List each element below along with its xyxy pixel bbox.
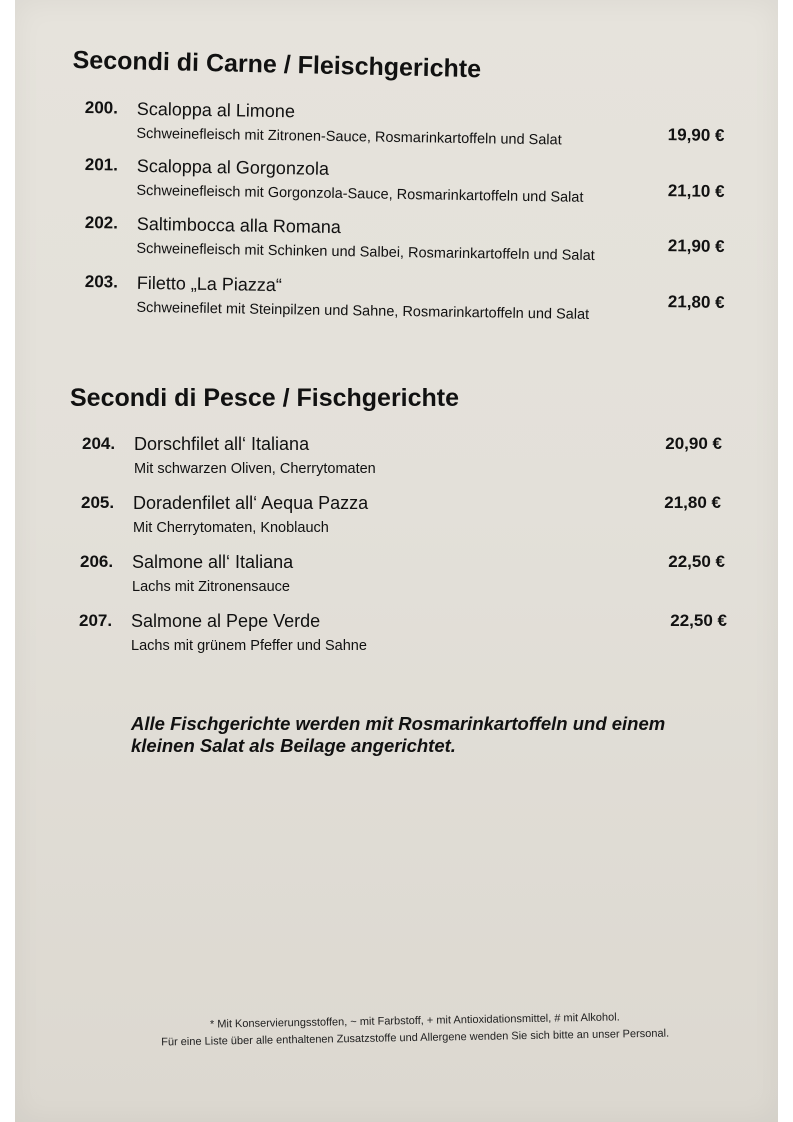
dish-name: Doradenfilet all‘ Aequa Pazza: [133, 493, 369, 513]
fish-side-dish-note: Alle Fischgerichte werden mit Rosmarinkartoffeln und einem kleinen Salat als Beilage angerichtet.: [131, 712, 666, 756]
dish-price: 21,80 €: [664, 493, 721, 512]
dish-item: [82, 434, 722, 484]
dish-name: Salmone al Pepe Verde: [131, 611, 321, 631]
dish-description: Lachs mit Zitronensauce: [132, 579, 290, 595]
dish-price: 21,10 €: [667, 181, 725, 202]
dish-number: 201.: [84, 155, 119, 175]
allergen-notice: Für eine Liste über alle enthaltenen Zusatzstoffe und Allergene wenden Sie sich bitte an unser Personal.: [161, 1027, 670, 1049]
dish-number: 200.: [84, 98, 119, 118]
dish-number: 207.: [79, 611, 113, 630]
menu-page: [15, 0, 778, 1122]
dish-name: Salmone all‘ Italiana: [132, 552, 294, 572]
section-title-carne: Secondi di Carne / Fleischgerichte: [72, 46, 482, 84]
dish-price: 21,80 €: [667, 292, 725, 313]
dish-number: 206.: [80, 552, 114, 571]
dish-number: 204.: [82, 434, 116, 453]
dish-price: 19,90 €: [667, 125, 725, 146]
section-title-pesce: Secondi di Pesce / Fischgerichte: [70, 384, 460, 412]
dish-number: 205.: [81, 493, 115, 512]
dish-name: Dorschfilet all‘ Italiana: [134, 434, 310, 454]
dish-description: Schweinefilet mit Steinpilzen und Sahne, Rosmarinkartoffeln und Salat: [136, 299, 590, 323]
dish-number: 202.: [84, 213, 119, 233]
dish-item: [84, 98, 725, 158]
dish-item: [84, 155, 725, 215]
additives-legend: * Mit Konservierungsstoffen, ~ mit Farbstoff, + mit Antioxidationsmittel, # mit Alkohol.: [209, 1011, 620, 1031]
dish-item: [79, 611, 727, 661]
dish-description: Mit schwarzen Oliven, Cherrytomaten: [134, 461, 376, 477]
dish-item: [84, 272, 725, 332]
dish-description: Schweinefleisch mit Schinken und Salbei, Rosmarinkartoffeln und Salat: [136, 240, 595, 265]
dish-price: 20,90 €: [665, 434, 722, 453]
dish-price: 22,50 €: [668, 552, 725, 571]
dish-number: 203.: [84, 272, 119, 292]
dish-description: Schweinefleisch mit Gorgonzola-Sauce, Rosmarinkartoffeln und Salat: [136, 182, 584, 206]
dish-item: [80, 552, 725, 602]
dish-name: Saltimbocca alla Romana: [136, 213, 342, 238]
additives-footer: [75, 1007, 755, 1053]
dish-name: Scaloppa al Gorgonzola: [136, 155, 330, 179]
dish-description: Lachs mit grünem Pfeffer und Sahne: [131, 638, 367, 654]
dish-name: Scaloppa al Limone: [136, 98, 296, 122]
dish-price: 22,50 €: [670, 611, 727, 630]
dish-description: Mit Cherrytomaten, Knoblauch: [133, 520, 329, 536]
dish-price: 21,90 €: [667, 236, 725, 257]
dish-item: [81, 493, 721, 543]
dish-description: Schweinefleisch mit Zitronen-Sauce, Rosmarinkartoffeln und Salat: [136, 125, 562, 149]
dish-item: [84, 213, 725, 273]
dish-name: Filetto „La Piazza“: [136, 272, 283, 296]
